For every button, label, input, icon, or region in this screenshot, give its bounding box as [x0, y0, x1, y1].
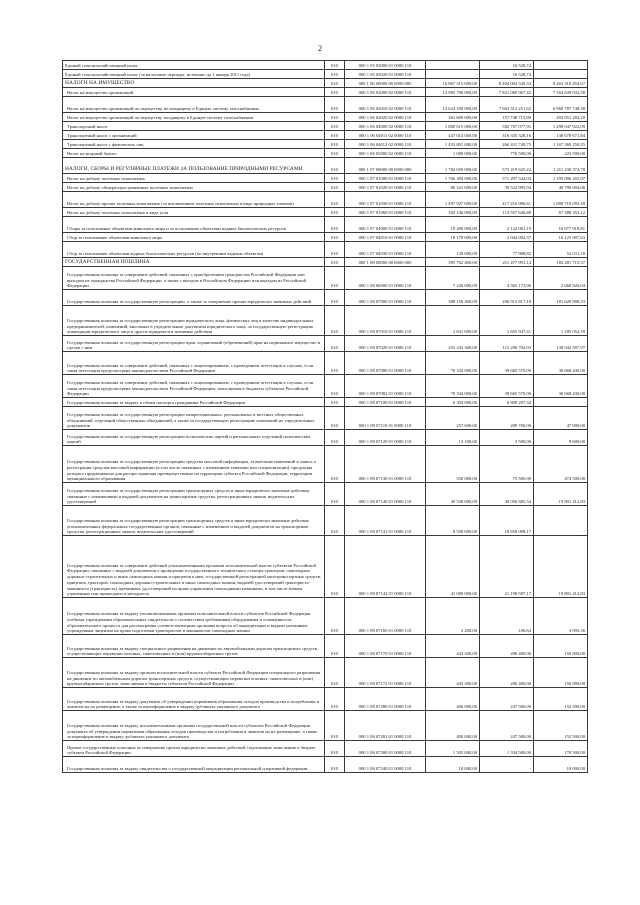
row-unexecuted: 30 668 430,00 [534, 375, 588, 398]
row-executed: 247 500,00 [480, 688, 534, 711]
row-kbk: 000 1 06 04012 02 0000 110 [345, 140, 426, 149]
row-approved: - [426, 70, 480, 79]
row-approved: 130 000,00 [426, 242, 480, 258]
row-name: Государственная пошлина за совершение действий, связанных с лицензированием, с проведением аттестации в случаях, если такая аттестация предусмотрена законодательством Российской Федерации [63, 352, 325, 375]
row-kbk: 000 1 08 07110 01 0000 110 [345, 407, 426, 430]
row-approved: 395 762 400,00 [426, 258, 480, 267]
table-row [63, 174, 588, 183]
row-unexecuted: 170 500,00 [534, 741, 588, 757]
row-executed: - [480, 757, 534, 773]
row-approved: 14 624 100 000,00 [426, 97, 480, 113]
row-executed: 2 122 081,19 [480, 217, 534, 233]
row-kbk: 000 1 08 07000 01 0000 110 [345, 290, 426, 306]
row-name: Государственная пошлина за выдачу свидетельства о государственной аккредитации региональной спортивной федерации [63, 757, 325, 773]
row-kbk: 000 1 07 04030 01 0000 110 [345, 242, 426, 258]
row-approved: 1 433 801 000,00 [426, 140, 480, 149]
row-code: 010 [325, 122, 345, 131]
row-approved: 447 014 000,00 [426, 131, 480, 140]
row-kbk: 000 1 08 06000 01 0000 110 [345, 267, 426, 290]
row-kbk: 000 1 06 04011 02 0000 110 [345, 131, 426, 140]
row-code: 010 [325, 192, 345, 208]
row-name: НАЛОГИ НА ИМУЩЕСТВО [63, 79, 325, 88]
row-unexecuted: 67 588 353,12 [534, 208, 588, 217]
row-name: Налог на добычу прочих полезных ископаемых (за исключением полезных ископаемых в виде природных алмазов) [63, 192, 325, 208]
table-row [63, 217, 588, 233]
row-name: Государственная пошлина за государственную регистрацию прав, ограничений (обременений) прав на недвижимое имущество и сделок с ним [63, 336, 325, 352]
row-kbk: 000 1 08 07281 01 0000 110 [345, 711, 426, 741]
row-unexecuted: 47 900,00 [534, 407, 588, 430]
row-name: Государственная пошлина за совершение действий, связанных с приобретением гражданства Российской Федерации или выходом из гражданства Российской Федерации, а также с въездом в Российскую Федерацию или выездом из Российской Федерации [63, 267, 325, 290]
row-kbk: 000 1 08 07010 01 0000 110 [345, 306, 426, 336]
budget-revenue-table [62, 60, 588, 773]
row-name: Государственная пошлина за выдачу специального разрешения на движение по автомобильным дорогам транспортных средств, осуществляющих перевозки опасных, тяжеловесных и (или) крупногабаритных грузов [63, 635, 325, 658]
row-name: Государственная пошлина за государственную регистрацию межрегиональных, региональных и местных общественных объединений, отделений общественных объединений, а также за государственную регистрацию изменений их учредительных документов [63, 407, 325, 430]
row-approved: 1 505 000,00 [426, 741, 480, 757]
table-row [63, 430, 588, 446]
row-approved: 14 985 700 000,00 [426, 88, 480, 97]
row-unexecuted: - [534, 70, 588, 79]
table-row [63, 352, 588, 375]
table-row [63, 61, 588, 70]
row-approved: 18 200 000,00 [426, 217, 480, 233]
row-code: 010 [325, 658, 345, 688]
table-row [63, 306, 588, 336]
page-number: 2 [318, 44, 322, 53]
table-row [63, 336, 588, 352]
row-approved: 70 334 000,00 [426, 352, 480, 375]
row-approved: 361 600 000,00 [426, 113, 480, 122]
row-name: Сборы за пользование объектами животного мира и за пользование объектами водных биологических ресурсов [63, 217, 325, 233]
row-kbk: 000 1 08 07140 01 0000 110 [345, 483, 426, 506]
row-unexecuted: 19 801 412,83 [534, 536, 588, 598]
row-name: Государственная пошлина за выдачу уполномоченными органами исполнительной власти субъектов Российской Федерации учебным учреждениям образовательных свидетельств о соответствии требованиям оборудования и оснащенности образовательного процесса для рассмотрения соответствующими органами вопроса об аккредитации и выдачи указанным учреждениям лицензии на право подготовки трактористов и машинистов самоходных машин [63, 598, 325, 635]
row-kbk: 000 1 08 07160 01 0000 110 [345, 598, 426, 635]
row-executed: 39 522 995,94 [480, 183, 534, 192]
row-executed: 7 663 312 251,62 [480, 97, 534, 113]
row-approved: 8 558 000,00 [426, 506, 480, 536]
table-row [63, 688, 588, 711]
row-name: Прочие государственные пошлины за совершение прочих юридически значимых действий, подлежащие зачислению в бюджет субъекта Российской Федерации [63, 741, 325, 757]
table-row [63, 131, 588, 140]
row-name: Государственная пошлина за государственную регистрацию транспортных средств и иные юридически значимые действия, связанные с изменениями и выдачей документов на транспортные средства, регистрационных знаков, водительских удостоверений [63, 483, 325, 506]
row-approved: 3 200,00 [426, 598, 480, 635]
row-kbk: 000 1 07 01030 01 0000 110 [345, 192, 426, 208]
row-approved: 41 000 000,00 [426, 536, 480, 598]
row-executed: 316 335 328,16 [480, 131, 534, 140]
row-executed: 157 748 715,80 [480, 113, 534, 122]
row-code: 010 [325, 446, 345, 483]
row-unexecuted: 16 077 918,81 [534, 217, 588, 233]
table-row [63, 398, 588, 407]
row-name: Транспортный налог с организаций [63, 131, 325, 140]
row-code: 010 [325, 398, 345, 407]
row-approved: 18 170 000,00 [426, 233, 480, 242]
row-code: 010 [325, 506, 345, 536]
row-approved: 7 226 000,00 [426, 267, 480, 290]
row-unexecuted: 1 298 047 922,09 [534, 122, 588, 131]
row-name: Государственная пошлина за выдачу органом исполнительной власти субъекта Российской Федерации специального разрешения на движение по автомобильным дорогам транспортных средств, осуществляющих перевозки опасных, тяжеловесных и (или) крупногабаритных грузов, зачисляемая в бюджеты субъектов Российской Федерации [63, 658, 325, 688]
table-row [63, 140, 588, 149]
row-unexecuted: 7 164 639 032,58 [534, 88, 588, 97]
row-executed: 40 056 685,34 [480, 483, 534, 506]
row-approved: 70 334 000,00 [426, 375, 480, 398]
row-code: 010 [325, 267, 345, 290]
row-executed: 115 200 702,03 [480, 336, 534, 352]
row-code: 010 [325, 233, 345, 242]
row-kbk: 000 1 08 07142 01 0000 110 [345, 536, 426, 598]
row-kbk: 000 1 06 04000 02 0000 110 [345, 122, 426, 131]
row-kbk: 000 1 08 07100 01 0000 110 [345, 398, 426, 407]
row-code: 010 [325, 149, 345, 158]
row-kbk: 000 1 08 07172 01 0000 110 [345, 658, 426, 688]
row-code: 010 [325, 174, 345, 183]
row-name: Налог на имущество организаций по имуществу, не входящему в Единую систему газоснабжения [63, 97, 325, 113]
row-name: Налог на добычу общераспространенных полезных ископаемых [63, 183, 325, 192]
row-approved: 2 841 000,00 [426, 306, 480, 336]
table-row [63, 290, 588, 306]
row-kbk: 000 1 08 07300 01 0000 110 [345, 741, 426, 757]
row-unexecuted [534, 61, 588, 70]
row-code: 010 [325, 375, 345, 398]
row-code: 010 [325, 258, 345, 267]
row-approved: 49 558 000,00 [426, 483, 480, 506]
table-row [63, 70, 588, 79]
row-kbk: 000 1 06 02000 02 0000 110 [345, 88, 426, 97]
row-kbk: 000 1 08 07082 01 0000 110 [345, 375, 426, 398]
table-row [63, 446, 588, 483]
row-code: 010 [325, 97, 345, 113]
row-name: Государственная пошлина за совершение действий, связанных с лицензированием, с проведением аттестации в случаях, если такая аттестация предусмотрена законодательством Российской Федерации, зачисляемая в бюджеты субъектов Российской Федерации [63, 375, 325, 398]
table-row [63, 258, 588, 267]
row-approved: 16 867 315 000,00 [426, 79, 480, 88]
row-code: 010 [325, 158, 345, 174]
row-kbk: 000 1 08 07120 01 0000 110 [345, 430, 426, 446]
row-executed: 8 404 004 545,33 [480, 79, 534, 88]
row-name: НАЛОГИ, СБОРЫ И РЕГУЛЯРНЫЕ ПЛАТЕЖИ ЗА ПОЛЬЗОВАНИЕ ПРИРОДНЫМИ РЕСУРСАМИ [63, 158, 325, 174]
table-row [63, 242, 588, 258]
row-code: 010 [325, 70, 345, 79]
row-kbk: 000 1 05 03000 01 0000 110 [345, 61, 426, 70]
table-row [63, 741, 588, 757]
row-name: ГОСУДАРСТВЕННАЯ ПОШЛИНА [63, 258, 325, 267]
row-name: Налог на имущество организаций по имуществу, входящему в Единую систему газоснабжения [63, 113, 325, 122]
table-row [63, 267, 588, 290]
row-name: Государственная пошлина за государственную регистрацию средства массовой информации, за внесение изменений в запись о регистрации средства массовой информации (в том числе связанных с изменением тематики или специализации), продукция которого предназначена для распространения преимущественно на территории субъекта Российской Федерации, территории муниципального образования [63, 446, 325, 483]
table-row [63, 658, 588, 688]
row-kbk: 000 1 07 04000 01 0000 110 [345, 217, 426, 233]
row-executed: 18 858 098,17 [480, 506, 534, 536]
row-code: 010 [325, 536, 345, 598]
table-row [63, 113, 588, 122]
row-name: Сбор за пользование объектами животного мира [63, 233, 325, 242]
table-row [63, 757, 588, 773]
row-unexecuted: 130 678 671,84 [534, 131, 588, 140]
table-row [63, 183, 588, 192]
row-approved: 1 784 650 000,00 [426, 158, 480, 174]
row-executed: 1 655 947,41 [480, 306, 534, 336]
row-executed: 75 500,00 [480, 446, 534, 483]
row-approved: 1 880 615 000,00 [426, 122, 480, 131]
row-approved: 1 000 000,00 [426, 149, 480, 158]
row-approved: 443 200,00 [426, 635, 480, 658]
row-executed: 21 198 587,17 [480, 536, 534, 598]
row-code: 010 [325, 113, 345, 122]
row-code: 010 [325, 140, 345, 149]
row-name: Государственная пошлина за выдачу и обмен паспорта гражданина Российской Федерации [63, 398, 325, 407]
row-name: Государственная пошлина за совершение действий уполномоченными органами исполнительной власти субъектов Российской Федерации, связанных с выдачей документов о проведении государственного технического осмотра тракторов, самоходных дорожно-строительных и иных самоходных машин и прицепов к ним, государственной регистрацией мототранспортных средств, прицепов, тракторов, самоходных дорожно-строительных и иных самоходных машин, выдачей удостоверений тракториста-машиниста (тракториста), временных удостоверений на право управления самоходными машинами, в том числе взамен утраченных или пришедших в негодность [63, 536, 325, 598]
row-executed: 6 809 297,34 [480, 398, 534, 407]
row-unexecuted: 52 011,18 [534, 242, 588, 258]
row-approved: 253 243 300,00 [426, 336, 480, 352]
table-row [63, 233, 588, 242]
row-executed: 3 500,00 [480, 430, 534, 446]
row-executed: 106,64 [480, 598, 534, 635]
row-executed: 39 665 570,00 [480, 352, 534, 375]
row-kbk: 000 1 08 07340 01 0000 110 [345, 757, 426, 773]
row-executed: 209 700,00 [480, 407, 534, 430]
row-code: 010 [325, 217, 345, 233]
row-unexecuted: 16 125 907,63 [534, 233, 588, 242]
row-unexecuted: 6 960 787 748,38 [534, 97, 588, 113]
row-name: Государственная пошлина за выдачу документа об утверждении нормативов образования отходов производства и потребления и лимитов на их размещение, а также за переоформление и выдачу дубликата указанного документа [63, 688, 325, 711]
table-row [63, 192, 588, 208]
row-executed: 7 821 060 967,42 [480, 88, 534, 97]
row-code: 010 [325, 290, 345, 306]
row-executed: 776 500,00 [480, 149, 534, 158]
row-code: 010 [325, 430, 345, 446]
table-row [63, 375, 588, 398]
row-unexecuted: 9 600,00 [534, 430, 588, 446]
row-code: 010 [325, 352, 345, 375]
row-kbk: 000 1 06 00000 00 0000 000 [345, 79, 426, 88]
row-unexecuted: 1 211 230 374,78 [534, 158, 588, 174]
table-row [63, 208, 588, 217]
row-code: 010 [325, 688, 345, 711]
row-approved: 10 000,00 [426, 757, 480, 773]
row-unexecuted: 152 500,00 [534, 711, 588, 741]
row-kbk: 000 1 07 01060 01 0000 110 [345, 208, 426, 217]
row-code: 010 [325, 407, 345, 430]
row-executed: 77 988,82 [480, 242, 534, 258]
row-executed: 571 297 544,03 [480, 174, 534, 183]
row-code: 010 [325, 635, 345, 658]
row-approved: 443 200,00 [426, 658, 480, 688]
row-approved: 6 303 000,00 [426, 398, 480, 407]
row-unexecuted: - [534, 398, 588, 407]
row-unexecuted: 156 800,00 [534, 658, 588, 688]
row-kbk: 000 1 06 02010 02 0000 110 [345, 97, 426, 113]
row-executed: 247 500,00 [480, 711, 534, 741]
row-kbk: 000 1 08 07141 01 0000 110 [345, 506, 426, 536]
row-approved: 13 100,00 [426, 430, 480, 446]
row-unexecuted: 10 000,00 [534, 757, 588, 773]
row-name: Налог на добычу полезных ископаемых [63, 174, 325, 183]
row-executed: 39 665 570,00 [480, 375, 534, 398]
row-executed: 16 528,74 [480, 61, 534, 70]
row-approved: 182 146 000,00 [426, 208, 480, 217]
row-unexecuted: 184 281 715,37 [534, 258, 588, 267]
row-executed: 266 431 749,75 [480, 140, 534, 149]
row-name: Государственная пошлина за выдачу исполнительными органами государственной власти субъектов Российской Федерации документа об утверждении нормативов образования отходов производства и потребления и лимитов на их размещение, а также за переоформление и выдачу дубликата указанного документа [63, 711, 325, 741]
row-approved: 1 766 394 000,00 [426, 174, 480, 183]
row-unexecuted: 46 798 004,06 [534, 183, 588, 192]
row-approved: 550 000,00 [426, 446, 480, 483]
row-code: 010 [325, 483, 345, 506]
row-name: Сбор за пользование объектами водных биологических ресурсов (по внутренним водным объектам) [63, 242, 325, 258]
row-code: 010 [325, 741, 345, 757]
table-row [63, 536, 588, 598]
row-unexecuted: 1 080 710 093,39 [534, 192, 588, 208]
row-approved [426, 61, 480, 70]
table-row [63, 483, 588, 506]
row-name: Налог на игорный бизнес [63, 149, 325, 158]
row-approved: 400 000,00 [426, 688, 480, 711]
table-row [63, 598, 588, 635]
table-row [63, 506, 588, 536]
row-executed: 573 419 625,22 [480, 158, 534, 174]
row-name: Государственная пошлина за государственную регистрацию политических партий и региональных отделений политических партий [63, 430, 325, 446]
row-code: 010 [325, 183, 345, 192]
row-unexecuted: 156 800,00 [534, 635, 588, 658]
row-kbk: 000 1 06 02020 02 0000 110 [345, 113, 426, 122]
row-name: Транспортный налог [63, 122, 325, 131]
row-executed: 16 528,74 [480, 70, 534, 79]
row-code: 010 [325, 79, 345, 88]
row-code: 010 [325, 242, 345, 258]
row-name: Налог на имущество организаций [63, 88, 325, 97]
row-code: 010 [325, 757, 345, 773]
row-name: Государственная пошлина за государственную регистрацию юридического лица, физических лиц в качестве индивидуальных предпринимателей, изменений, вносимых в учредительные документы юридического лица, за государственную регистрацию ликвидации юридического лица и другие юридически значимые действия [63, 306, 325, 336]
row-kbk: 000 1 08 00000 00 0000 000 [345, 258, 426, 267]
row-kbk: 000 1 07 01000 01 0000 110 [345, 174, 426, 183]
row-kbk: 000 1 08 07130 01 0000 110 [345, 446, 426, 483]
row-unexecuted: 1 167 369 250,25 [534, 140, 588, 149]
table-row [63, 407, 588, 430]
row-approved: 86 321 000,00 [426, 183, 480, 192]
table-row [63, 711, 588, 741]
row-name: Единый сельскохозяйственный налог (за налоговые периоды, истекшие до 1 января 2011 года) [63, 70, 325, 79]
row-unexecuted: 223 500,00 [534, 149, 588, 158]
table-row [63, 158, 588, 174]
row-code: 010 [325, 88, 345, 97]
row-approved: 400 000,00 [426, 711, 480, 741]
row-unexecuted: 1 195 096 455,97 [534, 174, 588, 183]
row-name: Налог на добычу полезных ископаемых в виде угля [63, 208, 325, 217]
row-unexecuted: 2 660 826,04 [534, 267, 588, 290]
row-unexecuted: 1 185 052,59 [534, 306, 588, 336]
row-executed: 211 477 991,14 [480, 258, 534, 267]
row-kbk: 000 1 07 00000 00 0000 000 [345, 158, 426, 174]
row-kbk: 000 1 08 07170 01 0000 110 [345, 635, 426, 658]
row-executed: 4 565 173,96 [480, 267, 534, 290]
table-row [63, 149, 588, 158]
row-kbk: 000 1 07 01020 01 0000 110 [345, 183, 426, 192]
row-approved: 388 156 400,00 [426, 290, 480, 306]
table-row [63, 88, 588, 97]
table-row [63, 122, 588, 131]
row-unexecuted: 138 042 597,97 [534, 336, 588, 352]
row-executed: 286 400,00 [480, 635, 534, 658]
row-executed: 582 767 077,91 [480, 122, 534, 131]
row-approved: 257 600,00 [426, 407, 480, 430]
row-executed: 1 334 500,00 [480, 741, 534, 757]
row-code: 010 [325, 61, 345, 70]
row-executed: 417 216 906,61 [480, 192, 534, 208]
row-unexecuted: 203 851 284,20 [534, 113, 588, 122]
row-name: Государственная пошлина за государственную регистрацию транспортных средств и иные юридически значимые действия уполномоченных федеральных государственных органов, связанные с изменением и выдачей документов на транспортные средства, регистрационных знаков, водительских удостоверений [63, 506, 325, 536]
row-code: 010 [325, 306, 345, 336]
row-name: Государственная пошлина за государственную регистрацию, а также за совершение прочих юридически значимых действий [63, 290, 325, 306]
table-row [63, 79, 588, 88]
row-executed: 206 912 817,18 [480, 290, 534, 306]
row-unexecuted: - [534, 506, 588, 536]
row-executed: 2 044 092,37 [480, 233, 534, 242]
table-row [63, 97, 588, 113]
row-unexecuted: 19 801 412,83 [534, 483, 588, 506]
row-unexecuted: 8 463 310 454,67 [534, 79, 588, 88]
row-code: 010 [325, 336, 345, 352]
row-kbk: 000 1 08 07280 01 0000 110 [345, 688, 426, 711]
row-unexecuted: 152 500,00 [534, 688, 588, 711]
table-row [63, 635, 588, 658]
row-kbk: 000 1 08 07080 01 0000 110 [345, 352, 426, 375]
row-executed: 114 557 646,88 [480, 208, 534, 217]
row-unexecuted: 3 093,36 [534, 598, 588, 635]
row-executed: 286 400,00 [480, 658, 534, 688]
row-code: 010 [325, 711, 345, 741]
row-name: Единый сельскохозяйственный налог [63, 61, 325, 70]
row-unexecuted: 30 668 430,00 [534, 352, 588, 375]
row-kbk: 000 1 05 03020 01 0000 110 [345, 70, 426, 79]
row-unexecuted: 474 500,00 [534, 446, 588, 483]
row-unexecuted: 181 620 888,33 [534, 290, 588, 306]
row-kbk: 000 1 06 05000 02 0000 110 [345, 149, 426, 158]
row-code: 010 [325, 208, 345, 217]
table-body [63, 61, 588, 773]
row-approved: 1 497 927 000,00 [426, 192, 480, 208]
row-code: 010 [325, 131, 345, 140]
row-code: 010 [325, 598, 345, 635]
row-kbk: 000 1 08 07020 01 0000 110 [345, 336, 426, 352]
row-kbk: 000 1 07 04010 01 0000 110 [345, 233, 426, 242]
row-name: Транспортный налог с физических лиц [63, 140, 325, 149]
